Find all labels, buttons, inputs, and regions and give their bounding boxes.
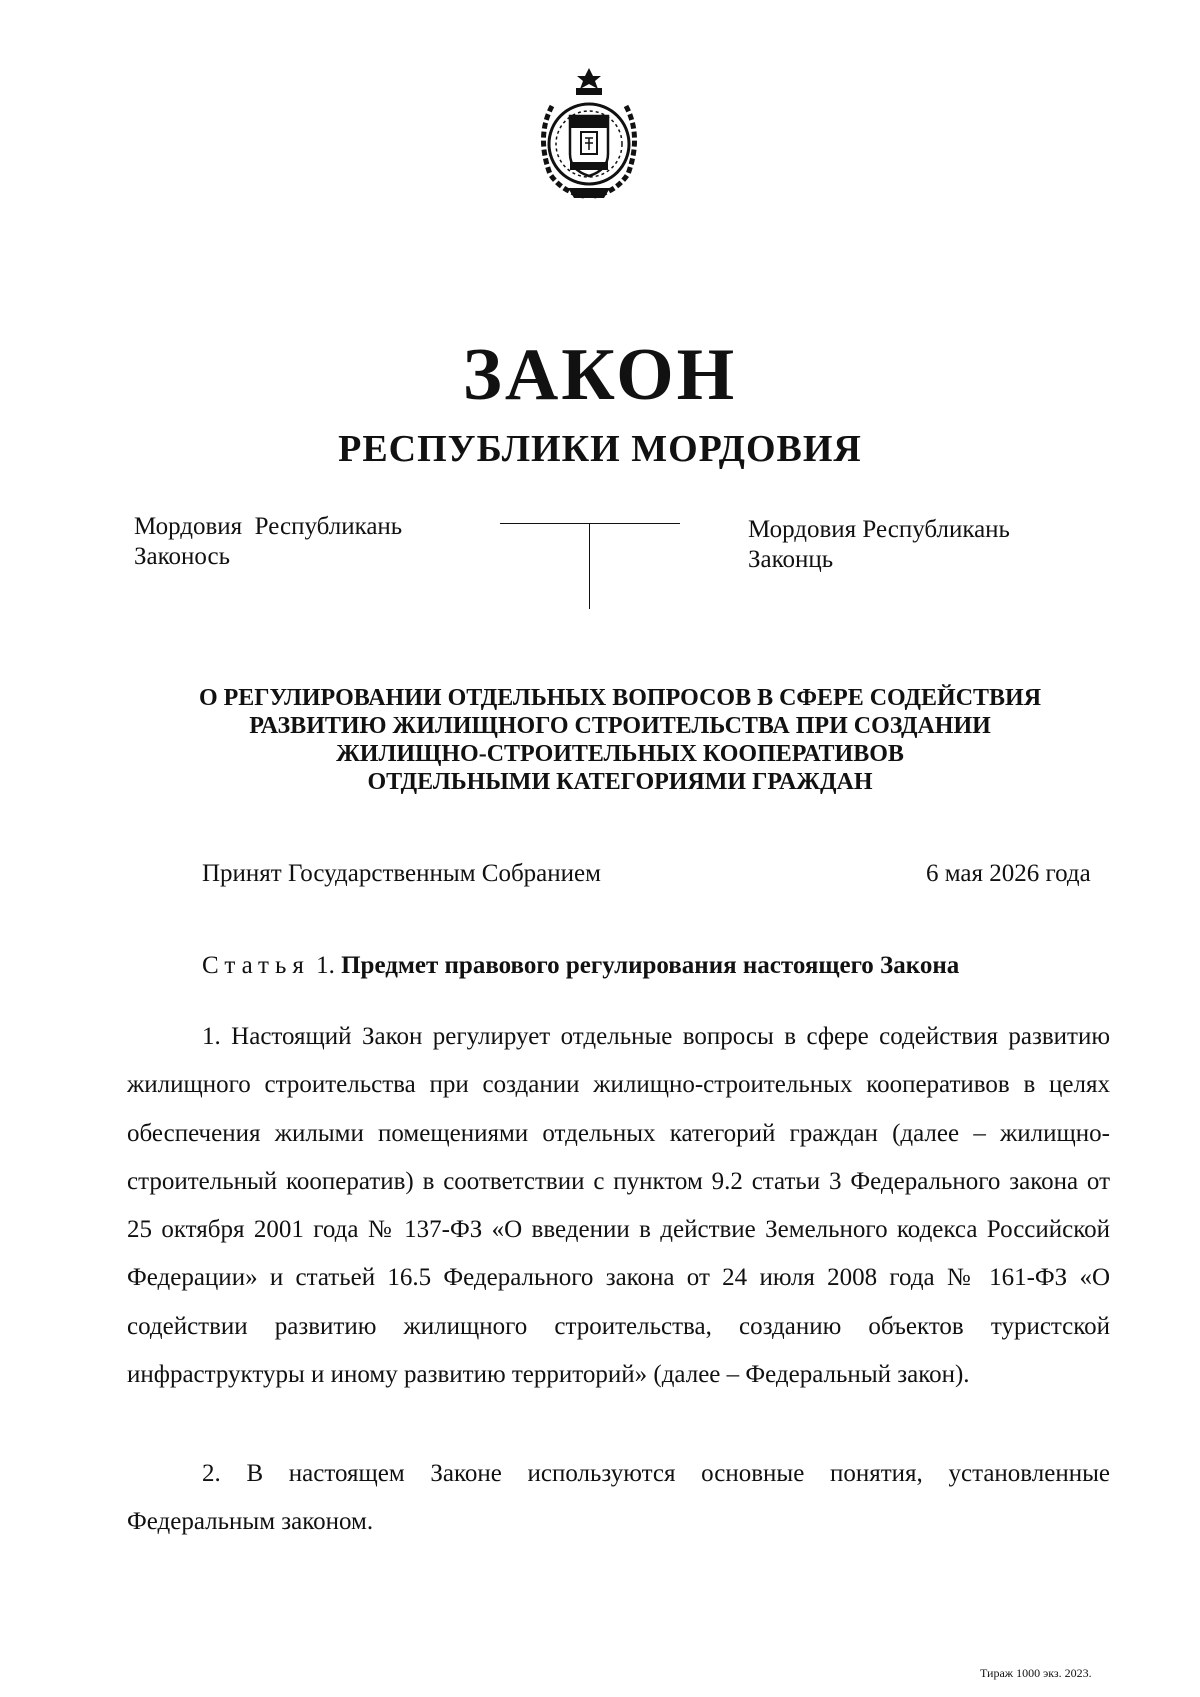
article-heading [202,952,959,980]
erzya-title-line1: Мордовия Республикань [748,516,1010,543]
erzya-title-block [748,515,1010,575]
law-title-line4: ОТДЕЛЬНЫМИ КАТЕГОРИЯМИ ГРАЖДАН [367,769,873,795]
document-title: ЗАКОН [462,334,738,416]
law-title-line2: РАЗВИТИЮ ЖИЛИЩНОГО СТРОИТЕЛЬСТВА ПРИ СОЗДАНИИ [249,713,991,739]
article-paragraph-2: 2. В настоящем Законе используются основные понятия, установленные Федеральным законом. [127,1460,1110,1536]
coat-of-arms-icon [532,66,646,202]
document-subtitle: РЕСПУБЛИКИ МОРДОВИЯ [338,428,862,470]
moksha-title-line1: Мордовия Республикань [134,513,403,540]
adoption-date: 6 мая 2026 года [926,860,1091,887]
header-divider-horizontal [500,523,680,524]
print-run-note: Тираж 1000 экз. 2023. [980,1666,1092,1680]
erzya-title-line2: Законць [748,546,834,573]
article-title: Предмет правового регулирования настоящего Закона [341,952,960,979]
moksha-title-block [134,512,402,572]
header-divider-vertical [589,523,590,609]
article-prefix: Статья [202,952,310,979]
law-title-line1: О РЕГУЛИРОВАНИИ ОТДЕЛЬНЫХ ВОПРОСОВ В СФЕРЕ СОДЕЙСТВИЯ [198,685,1042,711]
moksha-title-line2: Законось [134,543,230,570]
law-title [160,684,1080,796]
adoption-label: Принят Государственным Собранием [202,860,601,887]
law-title-line3: ЖИЛИЩНО-СТРОИТЕЛЬНЫХ КООПЕРАТИВОВ [336,741,904,767]
article-paragraph-1: 1. Настоящий Закон регулирует отдельные вопросы в сфере содействия развитию жилищного строительства при создании жилищно-строительных кооперативов в целях обеспечения жилыми помещениями отдельных категорий граждан (далее – жилищно-строительный кооператив) в соответствии с пунктом 9.2 статьи 3 Федерального закона от 25 октября 2001 года № 137-ФЗ «О введении в действие Земельного кодекса Российской Федерации» и статьей 16.5 Федерального закона от 24 июля 2008 года № 161-ФЗ «О содействии развитию жилищного строительства, созданию объектов туристской инфраструктуры и иному развитию территорий» (далее – Федеральный закон). [127,1023,1110,1389]
article-number: 1. [309,952,342,979]
